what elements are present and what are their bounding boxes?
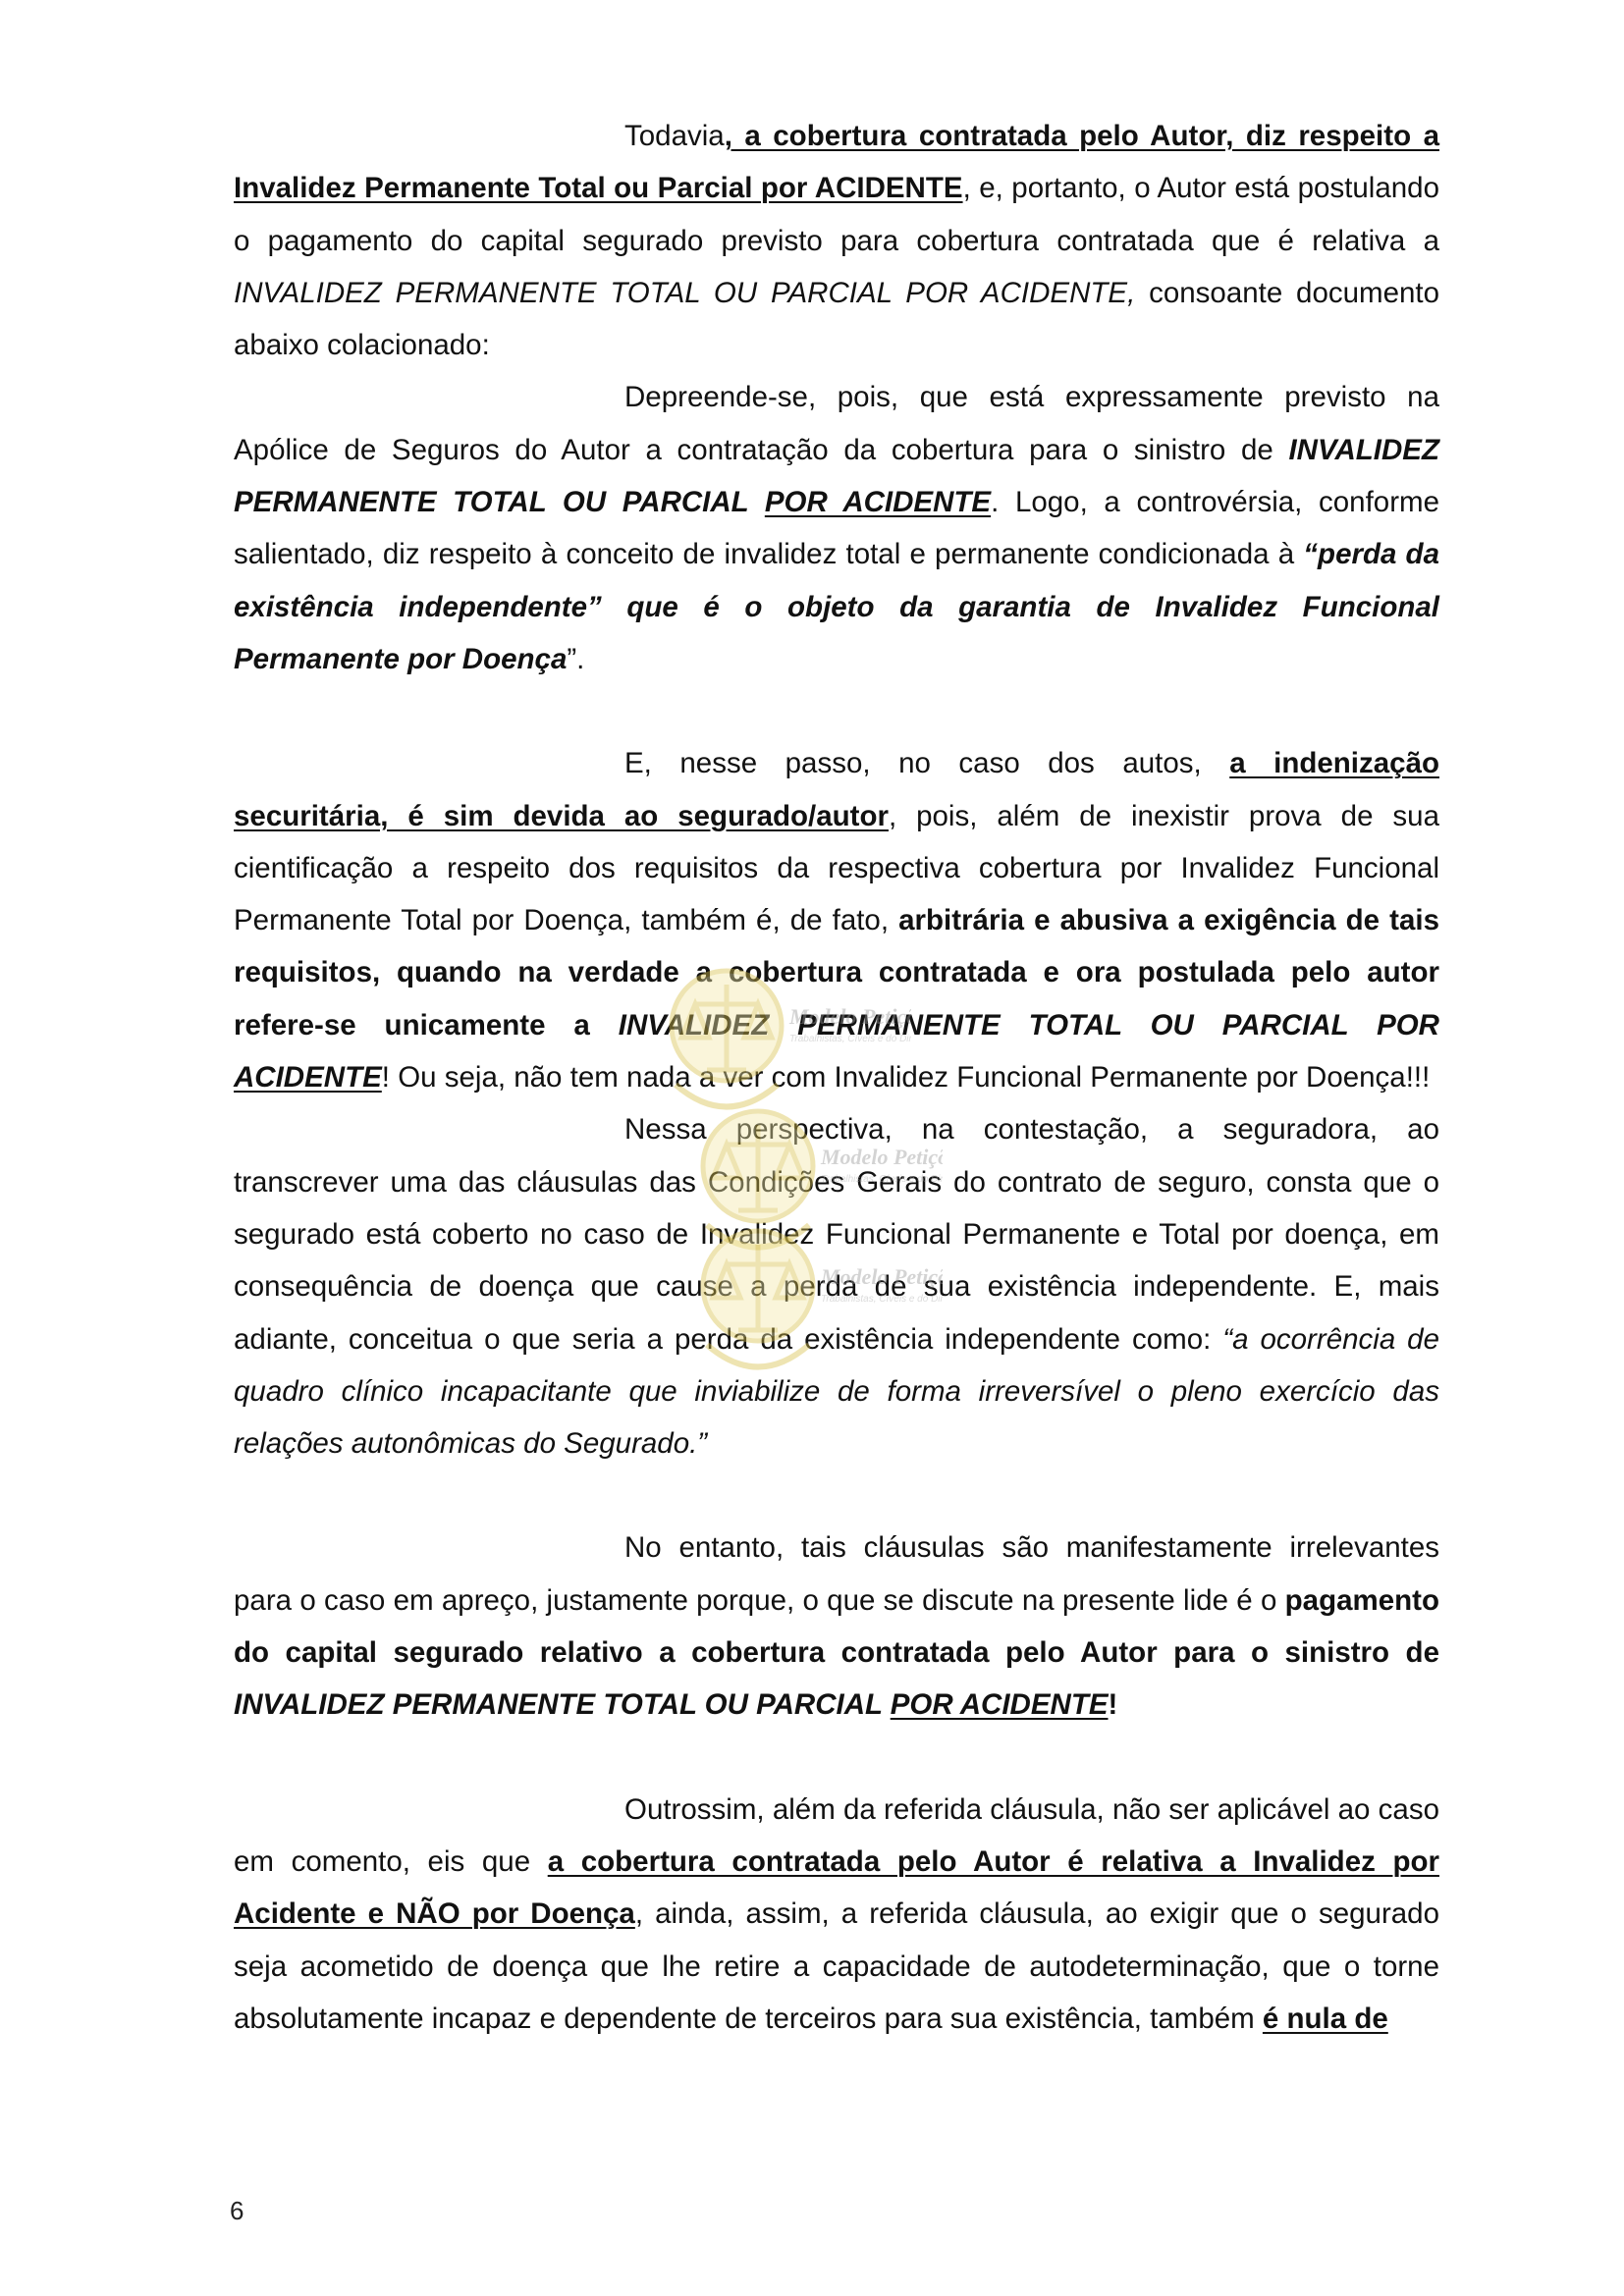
text-run: E, nesse passo, no caso dos autos, (624, 747, 1230, 780)
svg-text:Modelo Petições: Modelo Petiç (821, 1145, 939, 1169)
text-run: Outrossim, além da referida cláusula, não ser aplicável ao caso em comento, eis que (234, 1792, 1439, 1878)
text-run: ”. (567, 642, 585, 675)
svg-text:Modelo Petições: Modelo Petiç (789, 1004, 907, 1029)
text-run: INVALIDEZ PERMANENTE TOTAL OU PARCIAL POR (618, 1008, 1439, 1041)
page-number: 6 (230, 2196, 244, 2225)
svg-text:Trabalhistas, Cíveis e do Dire: Trabalhistas, Cíveis e do Dir (789, 1034, 911, 1044)
text-run: Todavia (624, 120, 725, 152)
text-run: INVALIDEZ PERMANENTE TOTAL OU PARCIAL POR ACIDENTE, (234, 276, 1136, 309)
text-run: é nula de (1262, 2002, 1388, 2035)
text-run: POR ACIDENTE (764, 486, 992, 519)
text-run: a cobertura contratada pelo Autor é relativa a Invalidez por Acidente e NÃO por Doença (234, 1844, 1439, 1931)
paragraph-p6 (234, 1784, 1439, 2045)
text-run: INVALIDEZ PERMANENTE TOTAL OU PARCIAL (234, 433, 1439, 519)
text-run: ! (1108, 1688, 1118, 1722)
text-run: , e, portanto, o Autor está postulando o pagamento do capital segurado previsto para cobertura contratada que é relativa a (234, 172, 1439, 257)
text-run: arbitrária e abusiva a exigência de tais requisitos, quando na verdade a cobertura contratada e ora postulada pelo autor refere-se unicamente a (234, 904, 1439, 1041)
text-run: “perda da existência independente” que é o objeto da garantia de Invalidez Funcional Permanente por Doença (234, 538, 1439, 675)
text-run: INVALIDEZ PERMANENTE TOTAL OU PARCIAL (234, 1688, 891, 1722)
svg-text:Modelo Petições: Modelo Petiç (821, 1264, 939, 1289)
text-run: , a cobertura contratada pelo Autor, diz respeito a Invalidez Permanente Total ou Parcial por ACIDENTE (234, 120, 1439, 205)
text-run: . Logo, a controvérsia, conforme salientado, diz respeito à conceito de invalidez total e permanente condicionada à (234, 486, 1439, 571)
text-run: pagamento do capital segurado relativo a cobertura contratada pelo Autor para o sinistro de (234, 1583, 1439, 1670)
text-run: a indenização securitária, é sim devida ao segurado/autor (234, 747, 1439, 832)
scales-of-justice-icon (687, 1217, 943, 1404)
text-run: ACIDENTE (234, 1061, 382, 1095)
text-run: , ainda, assim, a referida cláusula, ao exigir que o segurado seja acometido de doença que lhe retire a capacidade de autodeterminação, que o torne absolutamente incapaz e dependente de terceiros para sua existência, também (234, 1897, 1439, 2035)
paragraph-p2 (234, 371, 1439, 685)
watermark-logo (687, 1217, 943, 1404)
text-run: , pois, além de inexistir prova de sua cientificação a respeito dos requisitos da respectiva cobertura por Invalidez Funcional Permanente Total por Doença, também é, de fato, (234, 799, 1439, 937)
text-run: POR ACIDENTE (890, 1688, 1109, 1722)
paragraph-p5 (234, 1522, 1439, 1731)
text-run: Nessa perspectiva, na contestação, a seguradora, ao transcrever uma das cláusulas das Condições Gerais do contrato de seguro, consta que o segurado está coberto no caso de Invalidez Funcional Permanente e Total por doença, em consequência de doença que cause a perda de sua existência independente. E, mais adiante, conceitua o que seria a perda da existência independente como: (234, 1113, 1439, 1356)
paragraph-p1 (234, 110, 1439, 371)
text-run: No entanto, tais cláusulas são manifestamente irrelevantes para o caso em apreço, justamente porque, o que se discute na presente lide é o (234, 1531, 1439, 1617)
svg-text:Trabalhistas, Cíveis e do Dire: Trabalhistas, Cíveis e do Dir (821, 1294, 943, 1305)
text-run: “a ocorrência de quadro clínico incapacitante que inviabilize de forma irreversível o pleno exercício das relações autonômicas do Segurado.” (234, 1322, 1439, 1461)
text-run: ! Ou seja, não tem nada a ver com Invalidez Funcional Permanente por Doença!!! (381, 1061, 1431, 1095)
text-run: Depreende-se, pois, que está expressamente previsto na Apólice de Seguros do Autor a contratação da cobertura para o sinistro de (234, 381, 1439, 466)
svg-text:Trabalhistas, Cíveis e do Dire: Trabalhistas, Cíveis e do Dir (821, 1174, 943, 1185)
text-run: consoante documento abaixo colacionado: (234, 276, 1439, 362)
